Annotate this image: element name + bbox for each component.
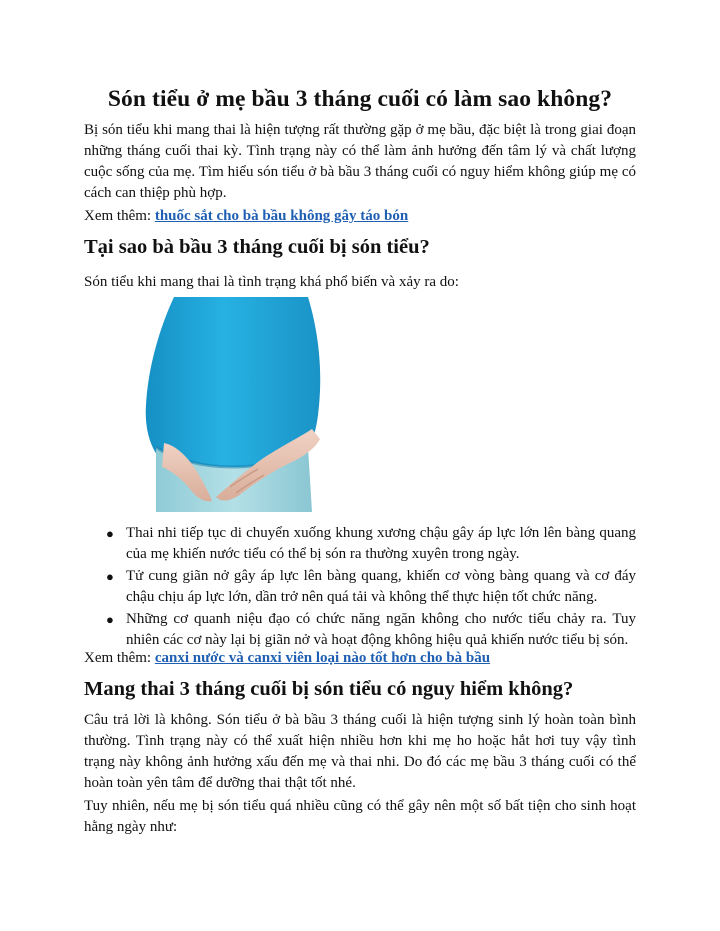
however-paragraph: Tuy nhiên, nếu mẹ bị són tiểu quá nhiều cũng có thể gây nên một số bất tiện cho sinh hoạt hằng ngày như: xyxy=(84,798,636,835)
page-title: Són tiểu ở mẹ bầu 3 tháng cuối có làm sao không? xyxy=(107,86,613,112)
list-item-text: Những cơ quanh niệu đạo có chức năng ngăn không cho nước tiểu chảy ra. Tuy nhiên các cơ này lại bị giãn nở và hoạt động không hiệu quả khiến nước tiểu bị són. xyxy=(126,611,636,648)
list-item xyxy=(84,523,636,565)
see-more-1-link[interactable]: thuốc sắt cho bà bầu không gây táo bón xyxy=(154,208,409,224)
list-item-text: Tử cung giãn nở gây áp lực lên bàng quang, khiến cơ vòng bàng quang và cơ đáy chậu chịu áp lực lớn, dần trở nên quá tải và không thể thực hiện tốt chức năng. xyxy=(126,568,636,605)
intro-paragraph: Bị són tiểu khi mang thai là hiện tượng rất thường gặp ở mẹ bầu, đặc biệt là trong giai đoạn những tháng cuối thai kỳ. Tình trạng này có thể làm ảnh hưởng đến tâm lý và chất lượng cuộc sống của mẹ. Tìm hiểu són tiểu ở bà bầu 3 tháng cuối có nguy hiểm không giúp mẹ có cách can thiệp phù hợp. xyxy=(84,122,636,201)
list-item xyxy=(84,566,636,608)
section-1-lead: Són tiểu khi mang thai là tình trạng khá phổ biến và xảy ra do: xyxy=(84,274,459,290)
bullet-icon: ● xyxy=(106,526,114,541)
list-item xyxy=(84,609,636,651)
pregnant-woman-image xyxy=(112,297,345,512)
see-more-1 xyxy=(84,206,408,227)
see-more-2-prefix: Xem thêm: xyxy=(84,650,155,666)
see-more-2-link[interactable]: canxi nước và canxi viên loại nào tốt hơn cho bà bầu xyxy=(154,650,491,666)
list-item-text: Thai nhi tiếp tục di chuyển xuống khung xương chậu gây áp lực lớn lên bàng quang của mẹ khiến nước tiểu có thể bị són ra thường xuyên trong ngày. xyxy=(126,525,636,562)
cause-list xyxy=(84,523,636,652)
see-more-2 xyxy=(84,648,490,669)
bullet-icon: ● xyxy=(106,612,114,627)
section-2-heading: Mang thai 3 tháng cuối bị són tiểu có nguy hiểm không? xyxy=(84,678,574,700)
see-more-1-prefix: Xem thêm: xyxy=(84,208,155,224)
bullet-icon: ● xyxy=(106,569,114,584)
answer-paragraph: Câu trả lời là không. Són tiểu ở bà bầu 3 tháng cuối là hiện tượng sinh lý hoàn toàn bình thường. Tình trạng này có thể xuất hiện nhiều hơn khi mẹ ho hoặc hắt hơi tuy vậy tình trạng này không ảnh hưởng xấu đến mẹ và thai nhi. Do đó các mẹ bầu 3 tháng cuối có thể hoàn toàn yên tâm để dưỡng thai thật tốt nhé. xyxy=(84,712,636,791)
section-1-heading: Tại sao bà bầu 3 tháng cuối bị són tiểu? xyxy=(84,236,430,258)
